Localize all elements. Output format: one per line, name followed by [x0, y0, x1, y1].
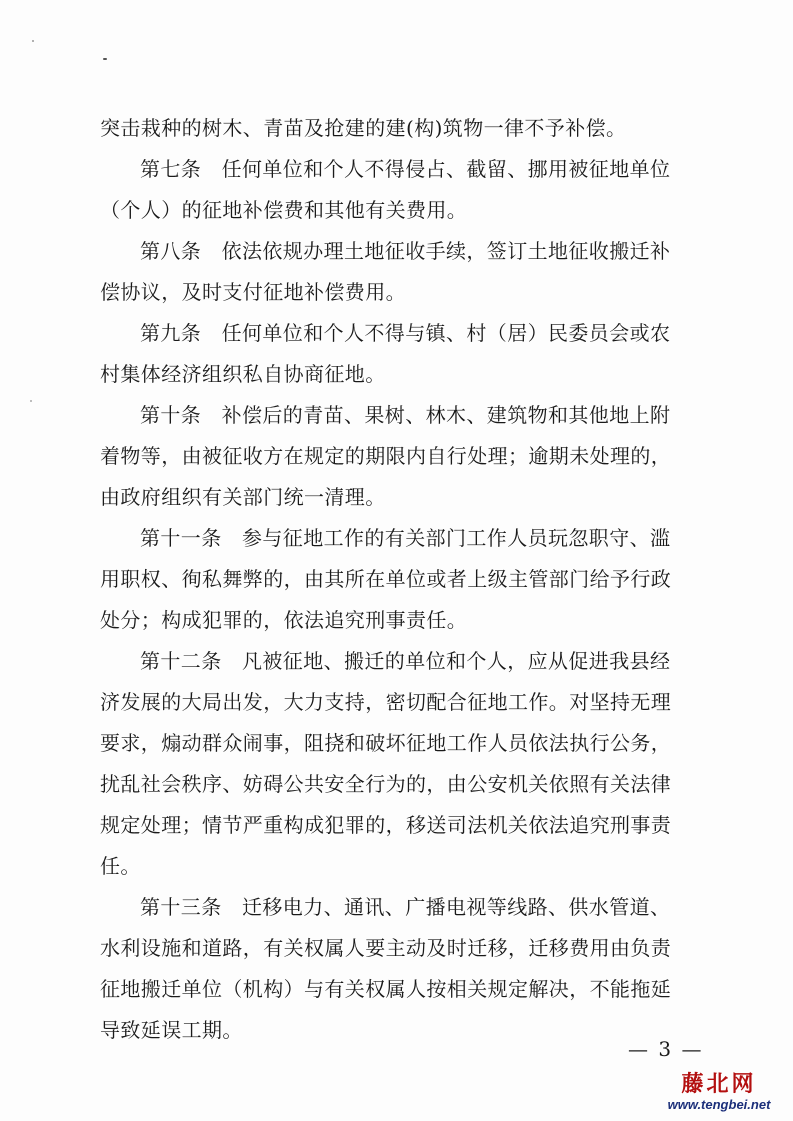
article-10-line: 着物等，由被征收方在规定的期限内自行处理；逾期未处理的，	[100, 444, 672, 468]
watermark-url: www.tengbei.net	[667, 1097, 771, 1112]
article-8-line: 偿协议，及时支付征地补偿费用。	[100, 280, 406, 304]
article-12-line: 任。	[100, 854, 141, 878]
article-9-first-line: 第九条 任何单位和个人不得与镇、村（居）民委员会或农	[140, 321, 671, 345]
watermark-logo: 藤北网	[681, 1071, 757, 1097]
site-watermark	[659, 1071, 779, 1113]
scan-speck	[32, 40, 34, 42]
article-13-line: 导致延误工期。	[100, 1018, 243, 1042]
article-10-first-line: 第十条 补偿后的青苗、果树、林木、建筑物和其他地上附	[140, 403, 671, 427]
article-12-line: 扰乱社会秩序、妨碍公共安全行为的，由公安机关依照有关法律	[100, 772, 672, 796]
article-13-line: 水利设施和道路，有关权属人要主动及时迁移，迁移费用由负责	[100, 936, 672, 960]
article-13-first-line: 第十三条 迁移电力、通讯、广播电视等线路、供水管道、	[140, 895, 671, 919]
scan-speck	[103, 58, 107, 60]
article-12-line: 规定处理；情节严重构成犯罪的，移送司法机关依法追究刑事责	[100, 813, 672, 837]
article-11-line: 处分；构成犯罪的，依法追究刑事责任。	[100, 608, 468, 632]
article-13-line: 征地搬迁单位（机构）与有关权属人按相关规定解决，不能拖延	[100, 977, 672, 1001]
article-8-first-line: 第八条 依法依规办理土地征收手续，签订土地征收搬迁补	[140, 239, 671, 263]
text-line-continuation: 突击栽种的树木、青苗及抢建的建(构)筑物一律不予补偿。	[100, 116, 627, 140]
article-12-first-line: 第十二条 凡被征地、搬迁的单位和个人，应从促进我县经	[140, 649, 671, 673]
article-11-first-line: 第十一条 参与征地工作的有关部门工作人员玩忽职守、滥	[140, 526, 671, 550]
scan-speck	[30, 400, 32, 402]
article-10-line: 由政府组织有关部门统一清理。	[100, 485, 386, 509]
article-9-line: 村集体经济组织私自协商征地。	[100, 362, 386, 386]
article-12-line: 要求，煽动群众闹事，阻挠和破坏征地工作人员依法执行公务，	[100, 731, 672, 755]
article-12-line: 济发展的大局出发，大力支持，密切配合征地工作。对坚持无理	[100, 690, 672, 714]
article-7-first-line: 第七条 任何单位和个人不得侵占、截留、挪用被征地单位	[140, 157, 671, 181]
article-7-line: （个人）的征地补偿费和其他有关费用。	[100, 198, 468, 222]
article-11-line: 用职权、徇私舞弊的，由其所在单位或者上级主管部门给予行政	[100, 567, 672, 591]
page-number: — 3 —	[628, 1037, 704, 1061]
